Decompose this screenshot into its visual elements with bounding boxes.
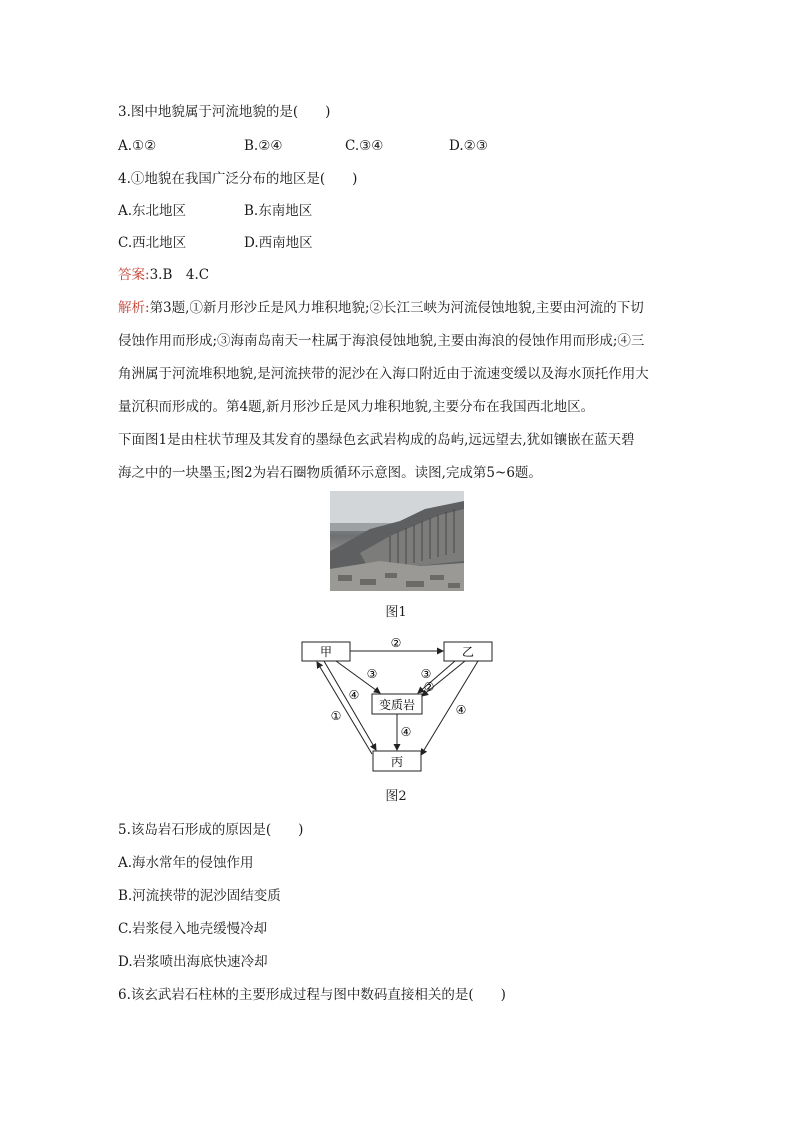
figure2-caption: 图2	[385, 789, 407, 804]
label-bing-to-jia-1: ①	[330, 709, 342, 723]
intro-line-1: 下面图1是由柱状节理及其发育的墨绿色玄武岩构成的岛屿,远远望去,犹如镶嵌在蓝天碧	[118, 432, 635, 448]
node-jia: 甲	[319, 645, 333, 659]
node-bing: 丙	[390, 755, 404, 769]
q4-option-d: D.西南地区	[244, 235, 313, 251]
q3-option-c: C.③④	[345, 138, 384, 154]
q5-option-d: D.岩浆喷出海底快速冷却	[118, 954, 268, 970]
arrow-bing-to-jia	[317, 662, 372, 754]
analysis-line-3: 角洲属于河流堆积地貌,是河流挟带的泥沙在入海口附近由于流速变缓以及海水顶托作用大	[118, 366, 649, 382]
q5-option-c: C.岩浆侵入地壳缓慢冷却	[118, 921, 268, 937]
node-yi: 乙	[461, 645, 475, 659]
label-jia-to-bian: ③	[366, 667, 378, 681]
analysis-line-2: 侵蚀作用而形成;③海南岛南天一柱属于海浪侵蚀地貌,主要由海浪的侵蚀作用而形成;④三	[118, 333, 645, 349]
analysis-text-1: 第3题,①新月形沙丘是风力堆积地貌;②长江三峡为河流侵蚀地貌,主要由河流的下切	[149, 300, 644, 316]
analysis-line-4: 量沉积而形成的。第4题,新月形沙丘是风力堆积地貌,主要分布在我国西北地区。	[118, 399, 595, 415]
q4-option-c: C.西北地区	[118, 235, 187, 251]
q5-stem: 5.该岛岩石形成的原因是( )	[118, 822, 304, 838]
label-bian-to-bing: ④	[400, 725, 412, 739]
q3-option-b: B.②④	[244, 138, 283, 154]
label-yi-to-bian-2: ②	[423, 680, 435, 694]
label-yi-to-bian-3: ③	[420, 667, 432, 681]
answer-line	[118, 265, 209, 285]
q4-option-b: B.东南地区	[244, 203, 313, 219]
intro-line-2: 海之中的一块墨玉;图2为岩石圈物质循环示意图。读图,完成第5~6题。	[118, 465, 542, 481]
q6-stem: 6.该玄武岩石柱林的主要形成过程与图中数码直接相关的是( )	[118, 987, 506, 1003]
label-yi-to-bing: ④	[455, 703, 467, 717]
q3-stem: 3.图中地貌属于河流地貌的是( )	[118, 104, 331, 120]
basalt-photo-art	[330, 491, 464, 591]
analysis-label: 解析:	[118, 300, 150, 316]
node-bian: 变质岩	[378, 698, 416, 712]
analysis-line-1	[118, 298, 644, 318]
basalt-column-photo	[330, 491, 464, 591]
rock-cycle-diagram	[290, 630, 510, 780]
q4-stem: 4.①地貌在我国广泛分布的地区是( )	[118, 171, 358, 187]
q3-option-d: D.②③	[449, 138, 488, 154]
q5-option-b: B.河流挟带的泥沙固结变质	[118, 888, 281, 904]
figure1-caption: 图1	[385, 605, 407, 620]
label-jia-to-yi: ②	[390, 636, 402, 650]
answer-text: 3.B 4.C	[149, 267, 210, 283]
q5-option-a: A.海水常年的侵蚀作用	[118, 855, 254, 871]
label-jia-to-bing-4: ④	[348, 688, 360, 702]
q4-option-a: A.东北地区	[118, 203, 187, 219]
answer-label: 答案:	[118, 267, 150, 283]
q3-option-a: A.①②	[118, 138, 157, 154]
